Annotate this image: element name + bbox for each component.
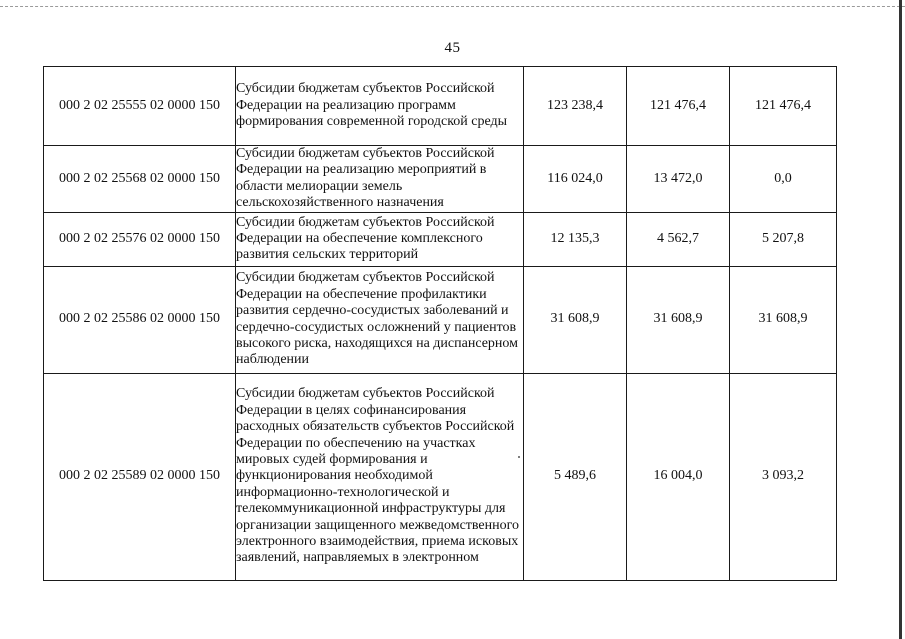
value-cell: 121 476,4: [627, 67, 730, 146]
table-row: [44, 266, 837, 373]
row-description: Субсидии бюджетам субъектов Российской Федерации на реализацию мероприятий в области мелиорации земель сельскохозяйственного назначения: [236, 146, 524, 213]
scan-speck: [518, 456, 520, 458]
scan-top-edge: [0, 6, 905, 7]
table-row: [44, 373, 837, 580]
value-cell: 31 608,9: [524, 266, 627, 373]
budget-code: 000 2 02 25576 02 0000 150: [44, 212, 236, 266]
value-cell: 3 093,2: [730, 373, 837, 580]
value-cell: 16 004,0: [627, 373, 730, 580]
budget-code: 000 2 02 25589 02 0000 150: [44, 373, 236, 580]
row-description: Субсидии бюджетам субъектов Российской Федерации на обеспечение профилактики развития сердечно-сосудистых заболеваний и сердечно-сосудистых осложнений у пациентов высокого риска, находящихся на диспансерном наблюдении: [236, 266, 524, 373]
value-cell: 4 562,7: [627, 212, 730, 266]
value-cell: 13 472,0: [627, 146, 730, 213]
value-cell: 116 024,0: [524, 146, 627, 213]
value-cell: 0,0: [730, 146, 837, 213]
budget-code: 000 2 02 25586 02 0000 150: [44, 266, 236, 373]
row-description: Субсидии бюджетам субъектов Российской Федерации на реализацию программ формирования современной городской среды: [236, 67, 524, 146]
value-cell: 12 135,3: [524, 212, 627, 266]
value-cell: 31 608,9: [730, 266, 837, 373]
value-cell: 121 476,4: [730, 67, 837, 146]
table-row: [44, 67, 837, 146]
value-cell: 31 608,9: [627, 266, 730, 373]
row-description: Субсидии бюджетам субъектов Российской Федерации на обеспечение комплексного развития сельских территорий: [236, 212, 524, 266]
table-row: [44, 212, 837, 266]
budget-code: 000 2 02 25555 02 0000 150: [44, 67, 236, 146]
budget-table: [43, 66, 837, 581]
table-row: [44, 146, 837, 213]
value-cell: 5 489,6: [524, 373, 627, 580]
scan-right-edge: [899, 0, 902, 639]
value-cell: 123 238,4: [524, 67, 627, 146]
page-number: 45: [444, 40, 461, 56]
value-cell: 5 207,8: [730, 212, 837, 266]
row-description: Субсидии бюджетам субъектов Российской Федерации в целях софинансирования расходных обязательств субъектов Российской Федерации по обеспечению на участках мировых судей формирования и функционирования необходимой информационно-технологической и телекоммуникационной инфраструктуры для организации защищенного межведомственного электронного взаимодействия, приема исковых заявлений, направляемых в электронном: [236, 373, 524, 580]
budget-code: 000 2 02 25568 02 0000 150: [44, 146, 236, 213]
